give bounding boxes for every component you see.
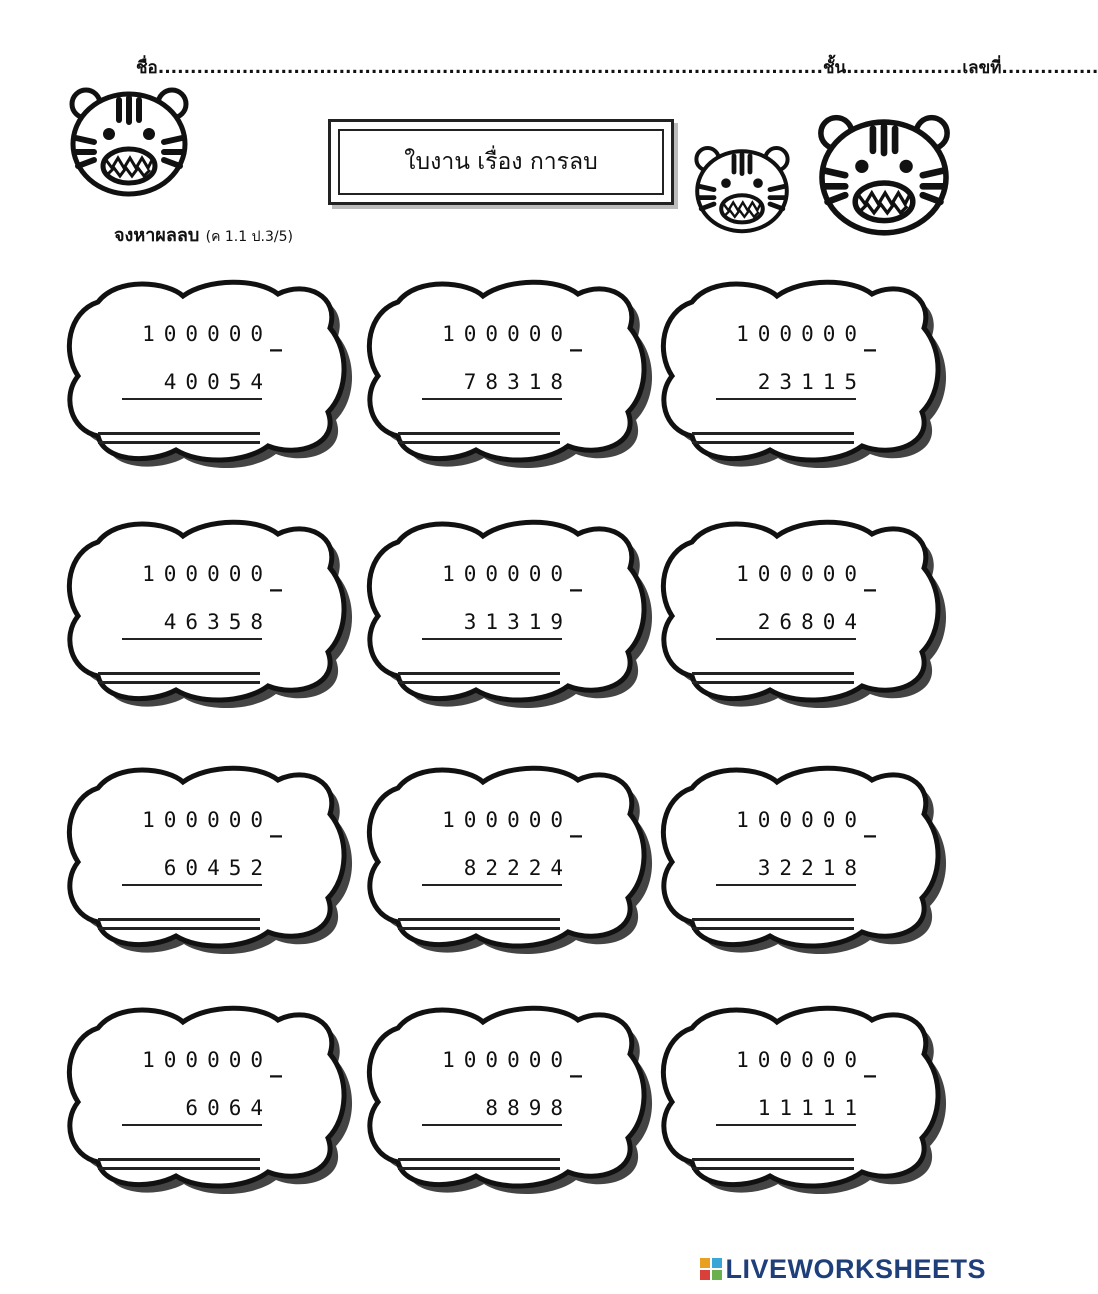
subtrahend: 11111 (757, 1096, 866, 1120)
liveworksheets-logo (700, 1254, 986, 1285)
problem-card (652, 512, 942, 702)
minus-sign: _ (270, 324, 282, 352)
number-label: เลขที่ (962, 58, 1002, 78)
problem-card (358, 272, 648, 462)
answer-line (692, 918, 854, 930)
name-label: ชื่อ (136, 58, 158, 78)
answer-line (398, 1158, 560, 1170)
minuend: 100000 (736, 808, 866, 832)
subtrahend: 26804 (757, 610, 866, 634)
answer-line (98, 1158, 260, 1170)
instruction-code: (ค 1.1 ป.3/5) (205, 229, 293, 245)
minuend: 100000 (442, 808, 572, 832)
minuend: 100000 (142, 808, 272, 832)
problem-card (652, 998, 942, 1188)
answer-line (98, 918, 260, 930)
subtrahend-underline (422, 1124, 562, 1126)
tiger-face-large-icon (812, 104, 956, 242)
minus-sign: _ (570, 810, 582, 838)
answer-line (398, 918, 560, 930)
minuend: 100000 (442, 322, 572, 346)
subtrahend: 6064 (185, 1096, 272, 1120)
minus-sign: _ (270, 810, 282, 838)
minuend: 100000 (736, 322, 866, 346)
subtrahend-underline (122, 884, 262, 886)
answer-line (692, 1158, 854, 1170)
number-dots: ............... (1001, 58, 1098, 78)
problem-card (58, 998, 348, 1188)
problem-card (652, 272, 942, 462)
minus-sign: _ (864, 324, 876, 352)
subtrahend-underline (122, 638, 262, 640)
subtrahend-underline (422, 884, 562, 886)
subtrahend-underline (422, 398, 562, 400)
problem-card (652, 758, 942, 948)
minus-sign: _ (864, 564, 876, 592)
problem-card (358, 998, 648, 1188)
subtrahend: 32218 (757, 856, 866, 880)
tiger-face-small-icon (690, 138, 794, 238)
minus-sign: _ (270, 1050, 282, 1078)
minuend: 100000 (442, 562, 572, 586)
subtrahend: 23115 (757, 370, 866, 394)
subtrahend: 60452 (163, 856, 272, 880)
problem-card (358, 512, 648, 702)
name-dots: ....................................................................................................... (157, 58, 823, 78)
answer-line (98, 432, 260, 444)
subtrahend-underline (716, 638, 856, 640)
answer-line (398, 432, 560, 444)
minus-sign: _ (570, 1050, 582, 1078)
subtrahend-underline (716, 1124, 856, 1126)
minuend: 100000 (142, 322, 272, 346)
subtrahend-underline (422, 638, 562, 640)
logo-text: LIVEWORKSHEETS (725, 1254, 986, 1284)
problem-card (358, 758, 648, 948)
page-title: ใบงาน เรื่อง การลบ (338, 129, 664, 195)
subtrahend: 82224 (463, 856, 572, 880)
subtrahend-underline (716, 884, 856, 886)
minus-sign: _ (864, 1050, 876, 1078)
minuend: 100000 (736, 1048, 866, 1072)
subtrahend: 8898 (485, 1096, 572, 1120)
instruction-text: จงหาผลลบ (114, 225, 200, 246)
liveworksheets-logo-icon (700, 1258, 722, 1280)
subtrahend-underline (122, 398, 262, 400)
minuend: 100000 (142, 562, 272, 586)
answer-line (398, 672, 560, 684)
problem-card (58, 758, 348, 948)
minuend: 100000 (442, 1048, 572, 1072)
minuend: 100000 (736, 562, 866, 586)
answer-line (98, 672, 260, 684)
minus-sign: _ (570, 564, 582, 592)
subtrahend: 46358 (163, 610, 272, 634)
subtrahend: 78318 (463, 370, 572, 394)
minuend: 100000 (142, 1048, 272, 1072)
instruction (114, 220, 293, 249)
minus-sign: _ (864, 810, 876, 838)
minus-sign: _ (570, 324, 582, 352)
minus-sign: _ (270, 564, 282, 592)
subtrahend: 31319 (463, 610, 572, 634)
subtrahend: 40054 (163, 370, 272, 394)
answer-line (692, 672, 854, 684)
answer-line (692, 432, 854, 444)
class-dots: .................. (846, 58, 963, 78)
title-box (328, 119, 674, 205)
subtrahend-underline (716, 398, 856, 400)
problem-card (58, 272, 348, 462)
problem-card (58, 512, 348, 702)
subtrahend-underline (122, 1124, 262, 1126)
class-label: ชั้น (822, 58, 847, 78)
tiger-face-icon (64, 80, 194, 200)
name-line (136, 54, 1098, 81)
